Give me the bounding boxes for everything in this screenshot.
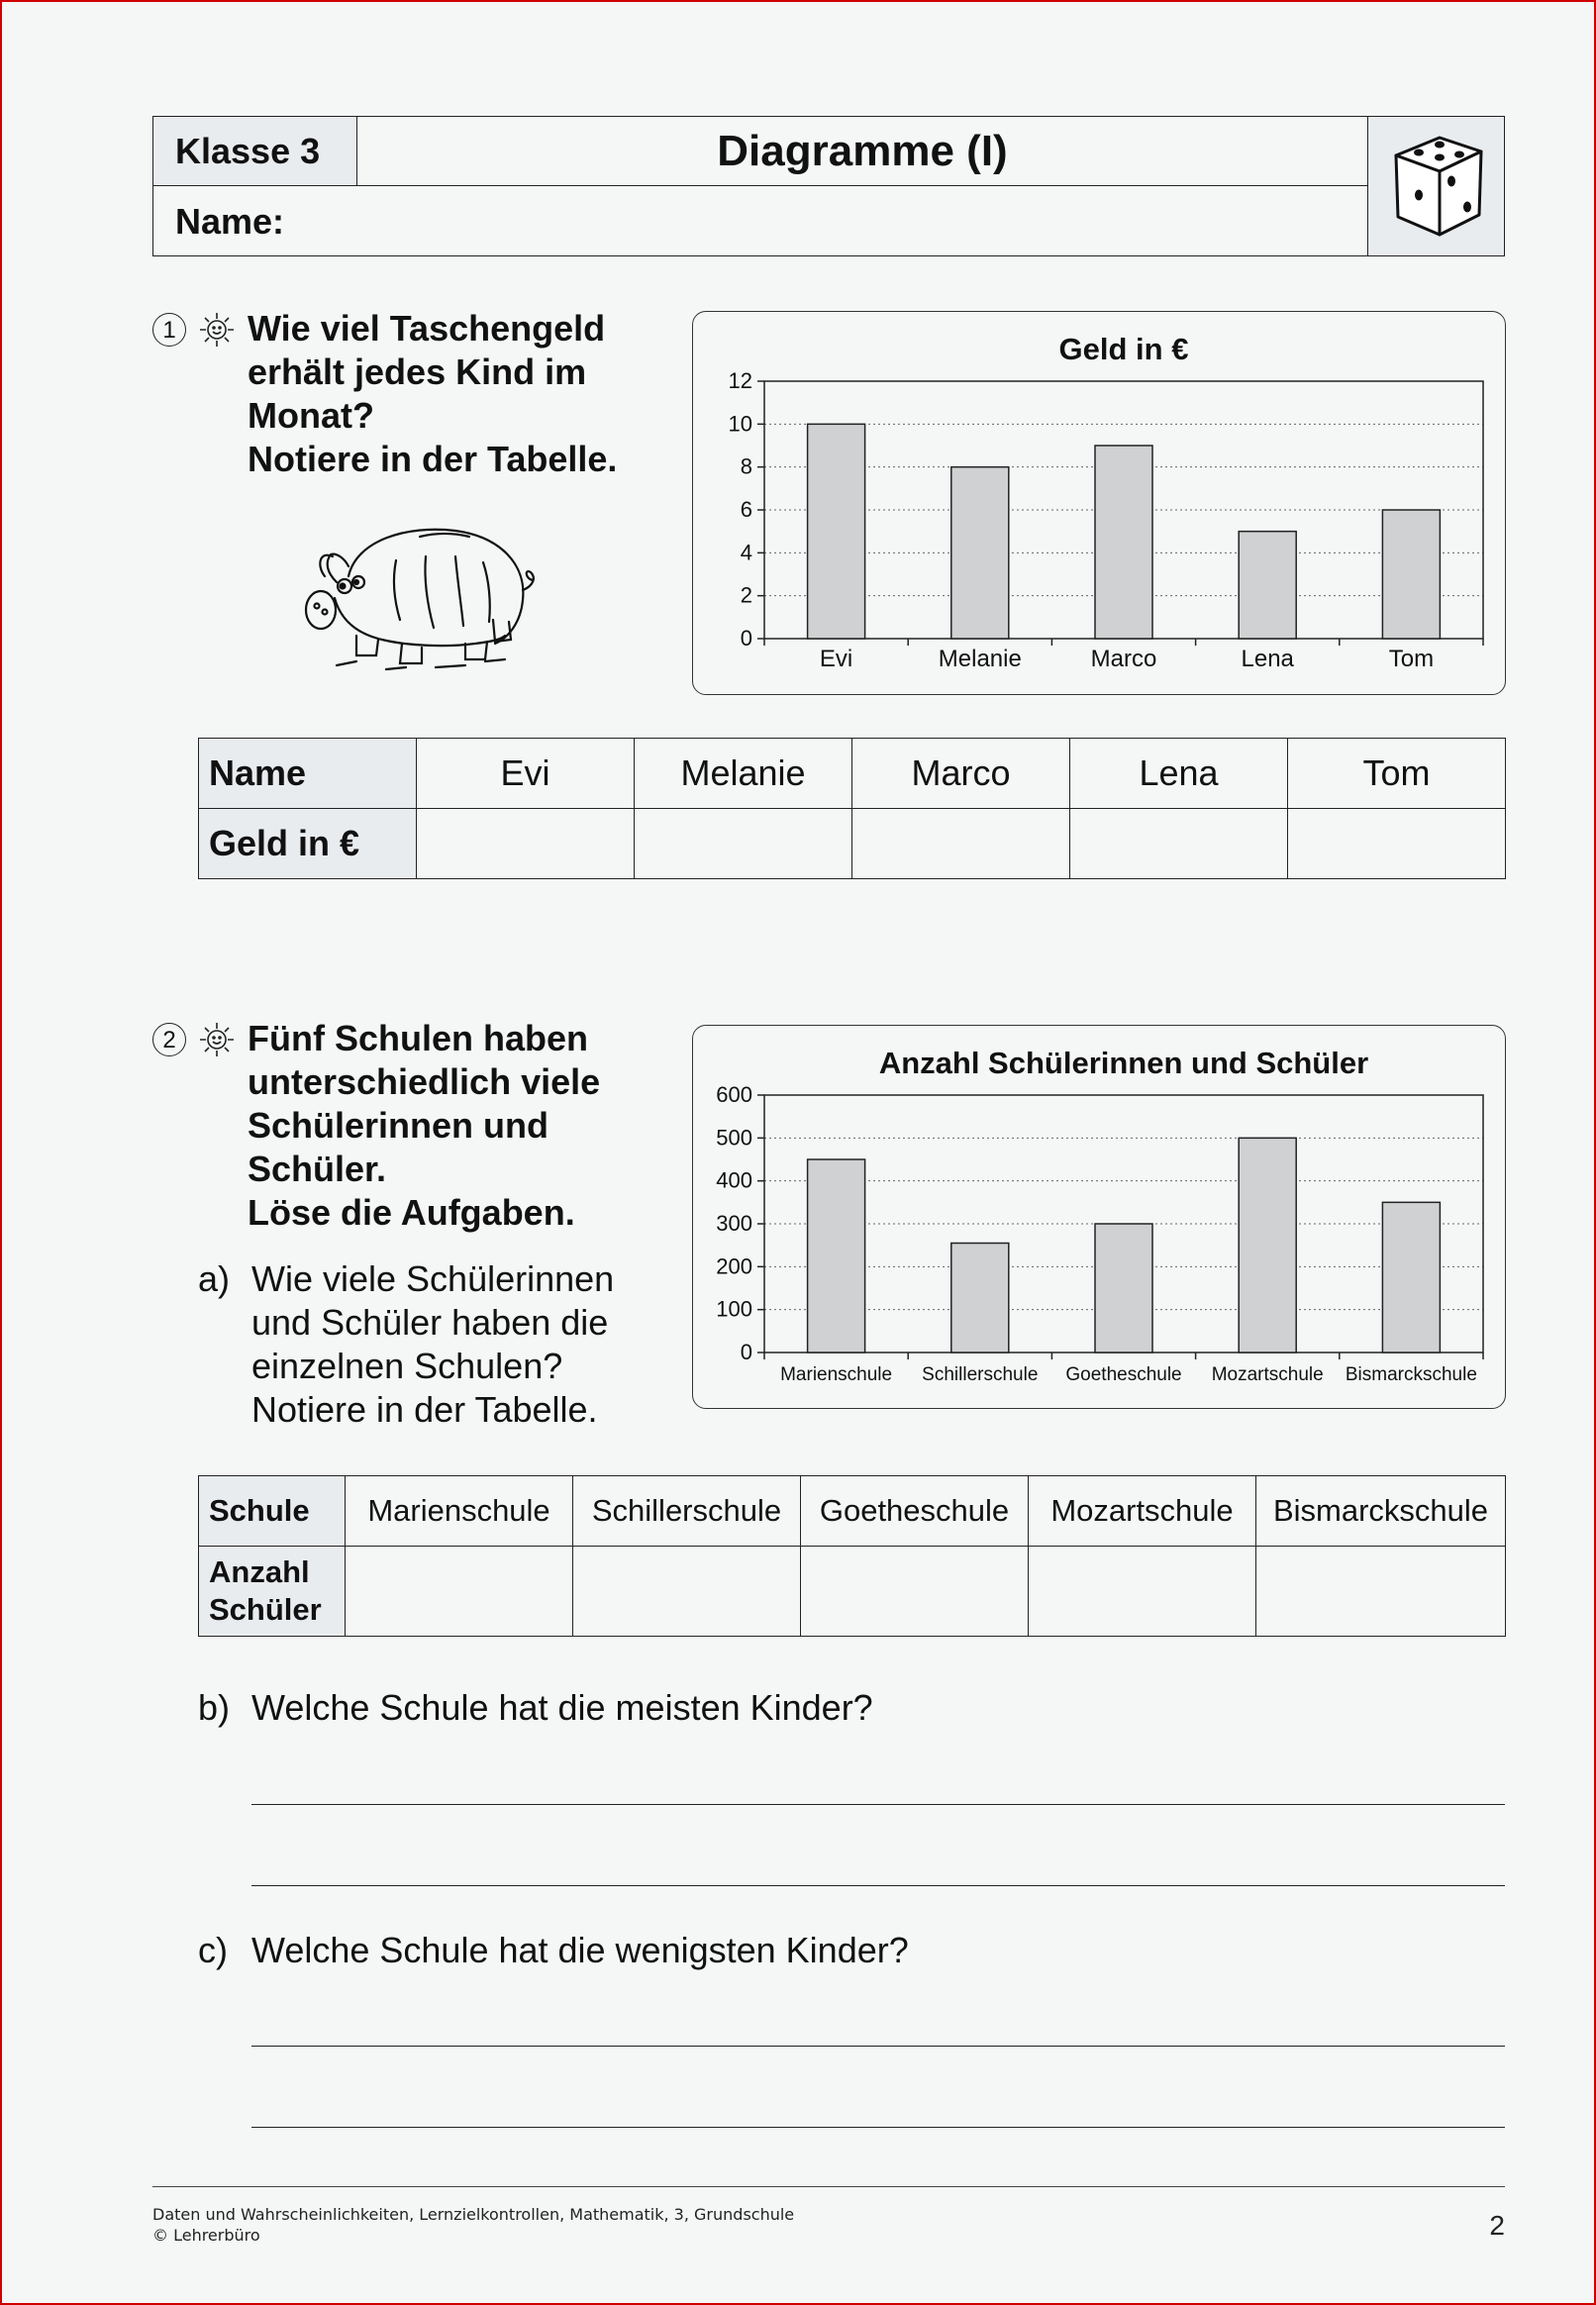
footer-line: Daten und Wahrscheinlichkeiten, Lernzielkontrollen, Mathematik, 3, Grundschule: [152, 2205, 795, 2224]
bar: [1239, 532, 1296, 639]
task2-line: Fünf Schulen haben: [248, 1018, 589, 1058]
answer-cell-count[interactable]: [573, 1547, 801, 1637]
y-tick-label: 100: [716, 1296, 752, 1322]
table-header-count-line: Anzahl: [209, 1554, 310, 1589]
table-cell-name: Evi: [417, 739, 635, 809]
task2-number: 2: [152, 1023, 186, 1056]
chart-title: Geld in €: [1058, 332, 1189, 366]
x-tick-label: Mozartschule: [1211, 1364, 1324, 1385]
task2a-line: und Schüler haben die: [251, 1302, 609, 1343]
page-number: 2: [1489, 2210, 1505, 2241]
answer-cell-money[interactable]: [417, 809, 635, 879]
task2-line: Schüler.: [248, 1149, 387, 1189]
bar: [1382, 510, 1440, 639]
table-cell-school: Schillerschule: [573, 1476, 801, 1547]
bar: [1239, 1138, 1296, 1353]
answer-line[interactable]: [251, 1804, 1505, 1805]
task2a-line: Wie viele Schülerinnen: [251, 1258, 615, 1299]
class-label: Klasse 3: [153, 117, 357, 186]
x-tick-label: Melanie: [938, 646, 1022, 672]
answer-line[interactable]: [251, 2127, 1505, 2128]
y-tick-label: 4: [740, 540, 752, 565]
table-header-money: Geld in €: [199, 809, 417, 879]
x-tick-label: Bismarckschule: [1345, 1364, 1477, 1385]
table-cell-name: Melanie: [635, 739, 852, 809]
y-tick-label: 12: [728, 368, 752, 393]
answer-line[interactable]: [251, 2046, 1505, 2047]
task1-instructions: [248, 307, 617, 481]
task2-line: Löse die Aufgaben.: [248, 1192, 575, 1233]
x-tick-label: Marienschule: [780, 1364, 893, 1385]
chart2-svg: [693, 1026, 1505, 1408]
task2-line: unterschiedlich viele: [248, 1061, 601, 1102]
bar: [951, 1244, 1009, 1353]
table-cell-school: Marienschule: [346, 1476, 573, 1547]
answer-cell-money[interactable]: [1070, 809, 1288, 879]
chart-title: Anzahl Schülerinnen und Schüler: [878, 1046, 1369, 1080]
task2b-letter: b): [198, 1687, 231, 1728]
footer-credits: [152, 2204, 794, 2246]
x-tick-label: Lena: [1241, 646, 1294, 672]
bar: [1382, 1202, 1440, 1353]
x-tick-label: Schillerschule: [922, 1364, 1039, 1385]
task2-line: Schülerinnen und: [248, 1105, 549, 1146]
chart1-svg: [693, 312, 1505, 694]
y-tick-label: 8: [740, 453, 752, 479]
task1-number: 1: [152, 313, 186, 347]
y-tick-label: 300: [716, 1211, 752, 1236]
dice-icon: [1367, 117, 1504, 255]
page-title: Diagramme (I): [357, 117, 1367, 186]
task2-instructions: [248, 1017, 600, 1235]
name-field[interactable]: [153, 186, 1367, 255]
task2-table: [198, 1475, 1506, 1637]
task1-line: erhält jedes Kind im: [248, 351, 587, 392]
bar: [1095, 446, 1152, 639]
worksheet-header: [152, 116, 1505, 256]
piggy-bank-icon: [297, 511, 545, 679]
answer-cell-money[interactable]: [1288, 809, 1506, 879]
answer-cell-count[interactable]: [1029, 1547, 1256, 1637]
y-tick-label: 400: [716, 1167, 752, 1193]
task2a-line: einzelnen Schulen?: [251, 1346, 563, 1386]
y-tick-label: 200: [716, 1253, 752, 1279]
footer-divider: [152, 2186, 1505, 2187]
answer-cell-money[interactable]: [852, 809, 1070, 879]
x-tick-label: Marco: [1090, 646, 1157, 672]
footer-line: © Lehrerbüro: [152, 2226, 260, 2245]
table-cell-school: Mozartschule: [1029, 1476, 1256, 1547]
table-header-count: [199, 1547, 346, 1637]
table-cell-name: Marco: [852, 739, 1070, 809]
y-tick-label: 6: [740, 497, 752, 522]
x-tick-label: Evi: [819, 646, 853, 672]
sun-difficulty-icon: [198, 311, 236, 349]
bar: [808, 424, 865, 639]
bar: [808, 1159, 865, 1353]
answer-line[interactable]: [251, 1885, 1505, 1886]
task1-table: [198, 738, 1506, 879]
y-tick-label: 0: [740, 1340, 752, 1364]
name-label: Name:: [175, 201, 285, 242]
task2c-text: Welche Schule hat die wenigsten Kinder?: [251, 1930, 909, 1970]
task1-line: Notiere in der Tabelle.: [248, 439, 618, 479]
table-header-count-line: Schüler: [209, 1592, 322, 1627]
chart1-panel: [692, 311, 1506, 695]
table-cell-name: Tom: [1288, 739, 1506, 809]
x-tick-label: Goetheschule: [1065, 1364, 1182, 1385]
task1-line: Monat?: [248, 395, 374, 436]
sun-difficulty-icon: [198, 1021, 236, 1058]
answer-cell-count[interactable]: [801, 1547, 1029, 1637]
y-tick-label: 10: [728, 411, 752, 437]
chart2-panel: [692, 1025, 1506, 1409]
bar: [951, 467, 1009, 639]
answer-cell-money[interactable]: [635, 809, 852, 879]
y-tick-label: 2: [740, 582, 752, 608]
y-tick-label: 500: [716, 1125, 752, 1151]
bar: [1095, 1224, 1152, 1353]
table-header-name: Name: [199, 739, 417, 809]
table-header-school: Schule: [199, 1476, 346, 1547]
answer-cell-count[interactable]: [346, 1547, 573, 1637]
table-cell-school: Bismarckschule: [1256, 1476, 1506, 1547]
x-tick-label: Tom: [1388, 646, 1435, 672]
y-tick-label: 600: [716, 1082, 752, 1107]
answer-cell-count[interactable]: [1256, 1547, 1506, 1637]
task2c-letter: c): [198, 1930, 228, 1970]
task2a-line: Notiere in der Tabelle.: [251, 1389, 598, 1430]
task2b-text: Welche Schule hat die meisten Kinder?: [251, 1687, 873, 1728]
table-cell-name: Lena: [1070, 739, 1288, 809]
task2a-letter: a): [198, 1258, 231, 1299]
table-cell-school: Goetheschule: [801, 1476, 1029, 1547]
y-tick-label: 0: [740, 626, 752, 651]
task1-line: Wie viel Taschengeld: [248, 308, 606, 349]
